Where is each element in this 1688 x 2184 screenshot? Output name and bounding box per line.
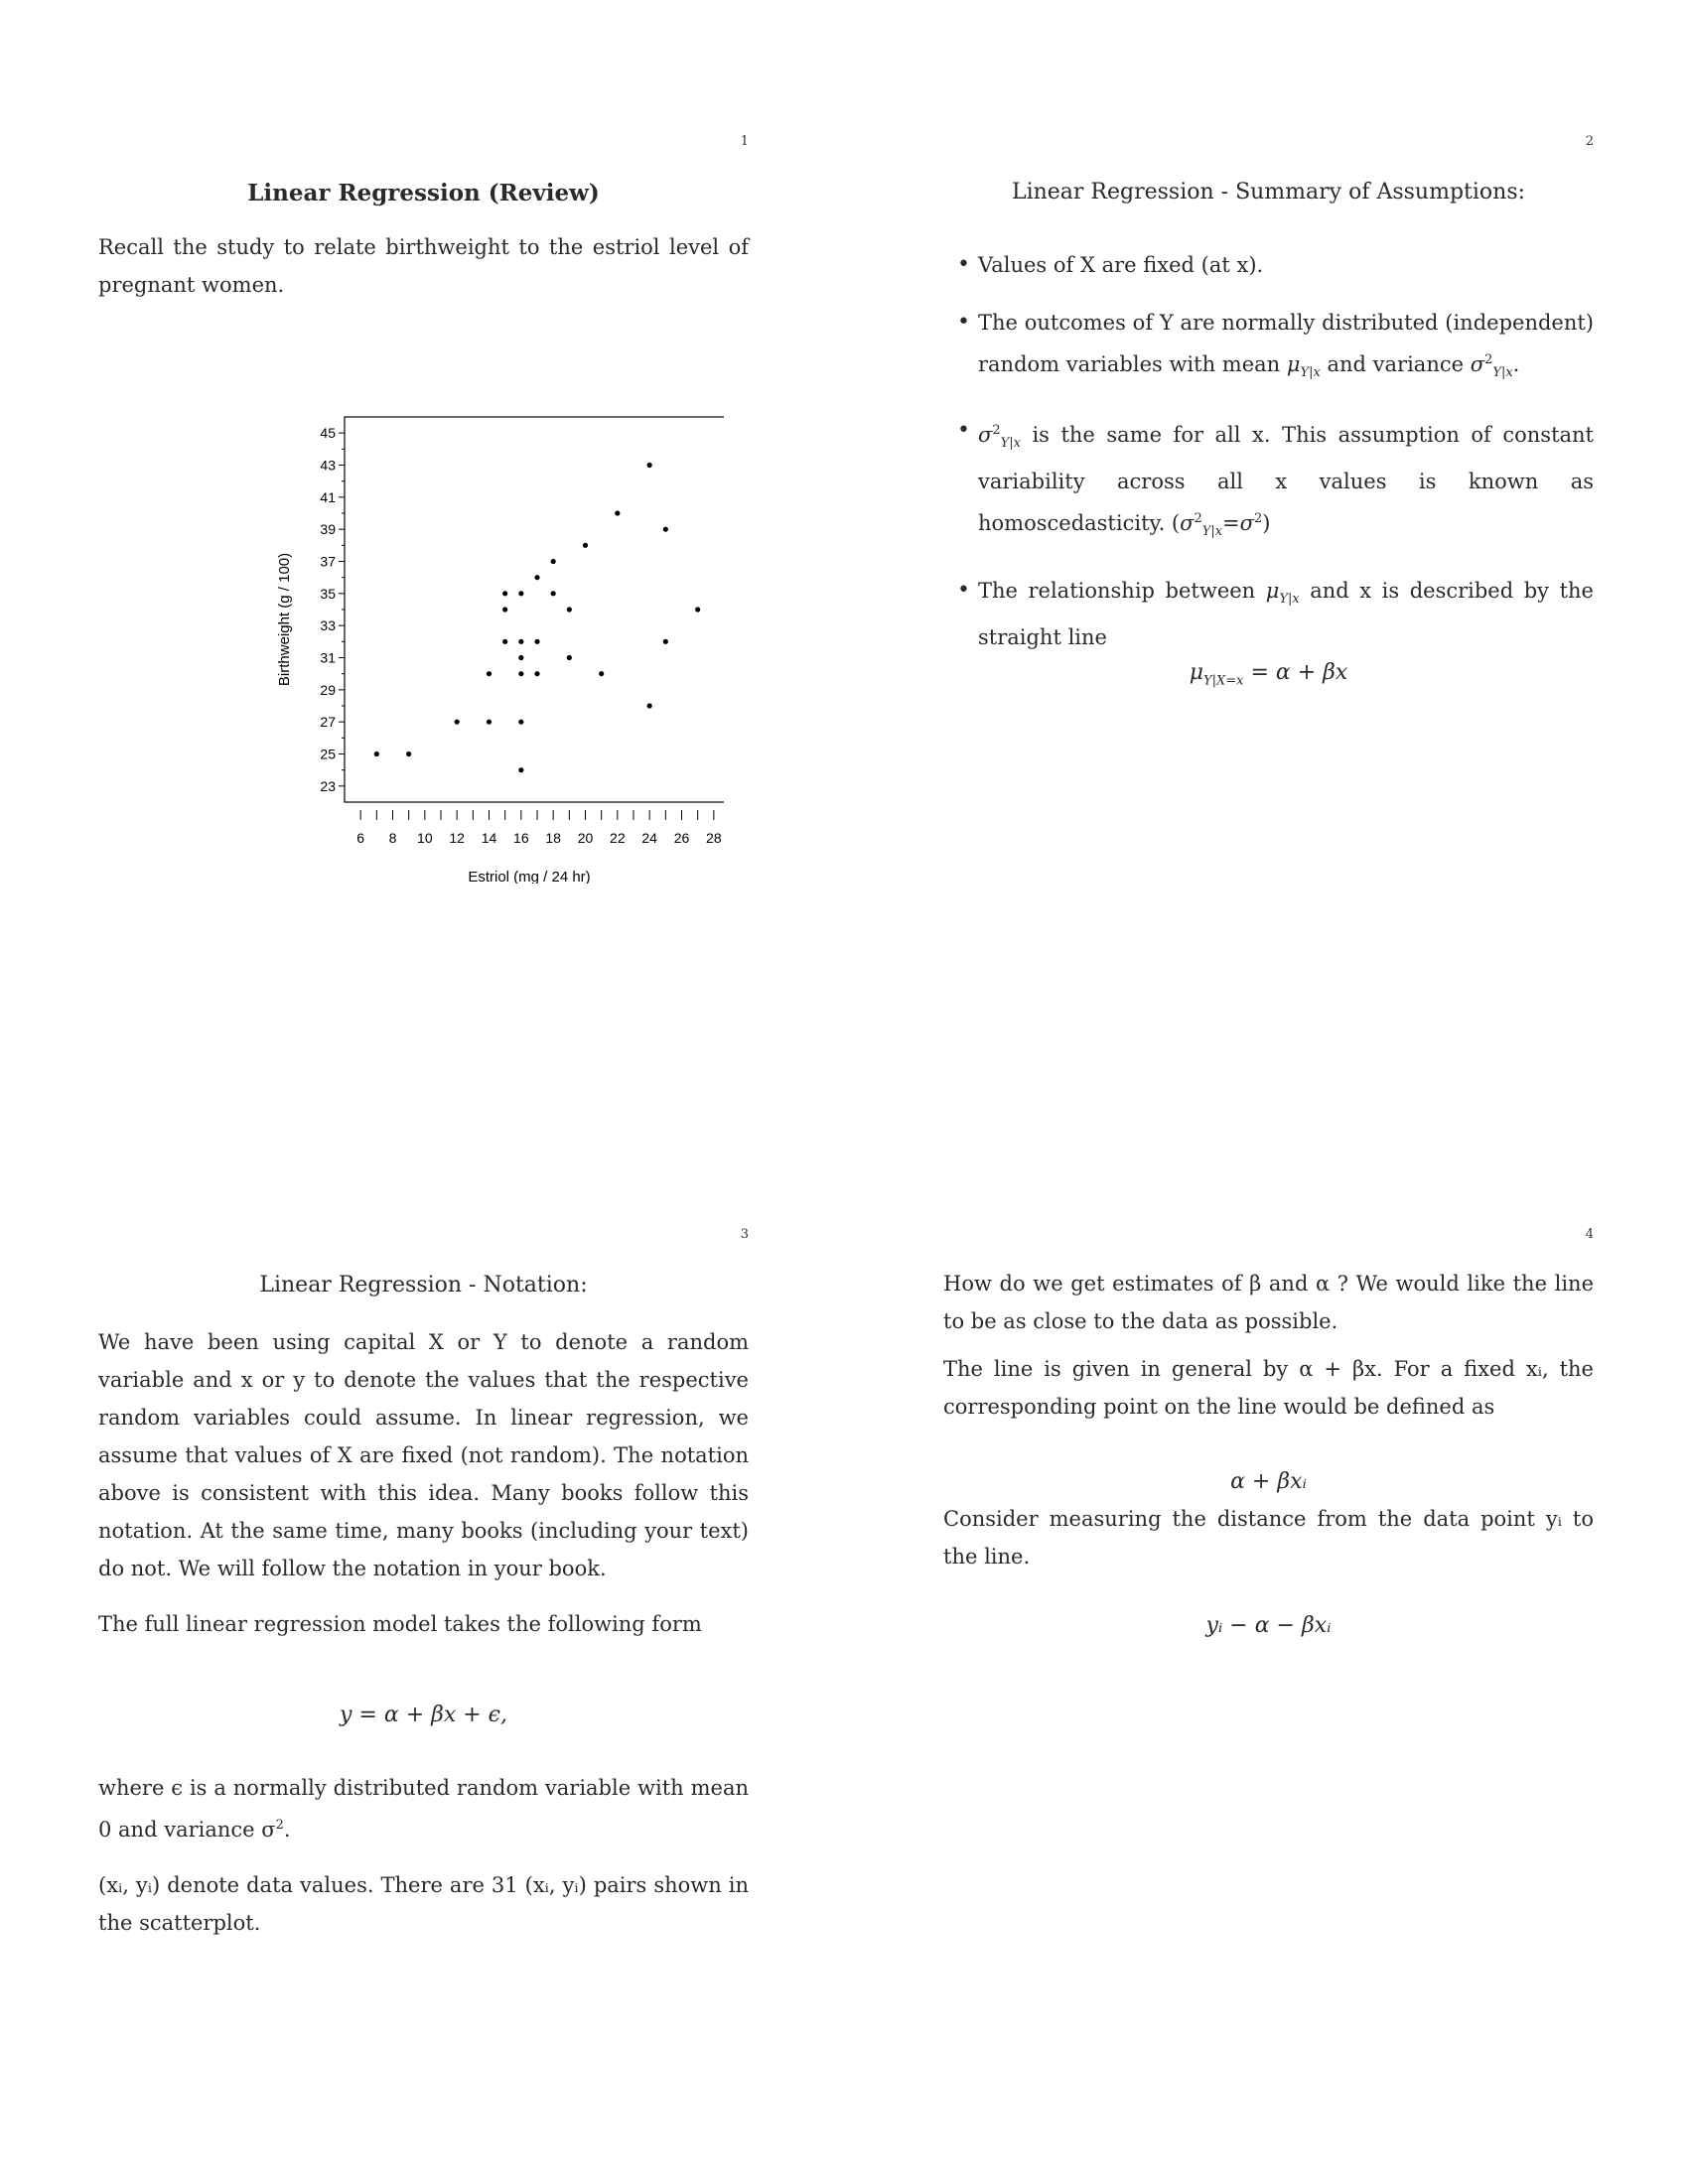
data-point (374, 751, 379, 756)
model-equation: y = α + βx + ϵ, (340, 1703, 507, 1727)
data-point (518, 767, 523, 772)
page-number: 2 (1585, 134, 1594, 149)
data-values-paragraph: (xᵢ, yᵢ) denote data values. There are 31 (xᵢ, yᵢ) pairs shown in the scatterplot. (98, 1873, 749, 1935)
data-point (647, 463, 652, 468)
data-point (518, 639, 523, 644)
assumption-item: • $\sigma^2_{Y|x}$ is the same for all x. This assumption of constant variability across all x values is known as homoscedasticity. $(\sigma^2_{Y|x}=\sigma^2)$ (943, 412, 1594, 551)
assumption-item: • The outcomes of Y are normally distributed (independent) random variables with mean $\mu_{Y|x}$ and variance $\sigma^2_{Y|x}$. (943, 304, 1594, 392)
x-tick-label: 28 (706, 830, 722, 846)
y-axis-label: Birthweight (g / 100) (276, 552, 293, 687)
data-point (518, 591, 523, 596)
data-point (455, 720, 460, 725)
page-number: 4 (1585, 1227, 1594, 1242)
y-tick-label: 23 (320, 777, 336, 794)
scatter-chart (168, 387, 724, 884)
data-point (599, 671, 604, 676)
data-point (502, 639, 507, 644)
model-intro-paragraph: The full linear regression model takes the following form (98, 1612, 702, 1636)
intro-paragraph: Recall the study to relate birthweight to the estriol level of pregnant women. (98, 235, 749, 297)
y-tick-label: 39 (320, 521, 336, 538)
data-point (518, 655, 523, 660)
y-tick-label: 33 (320, 617, 336, 634)
panel-title: Linear Regression (Review) (247, 180, 600, 206)
y-tick-label: 29 (320, 681, 336, 698)
x-tick-label: 22 (610, 830, 626, 846)
error-paragraph: where ϵ is a normally distributed random variable with mean 0 and variance $\sigma^2$. (98, 1776, 749, 1842)
y-tick-label: 27 (320, 714, 336, 731)
data-point (406, 751, 411, 756)
data-point (567, 607, 572, 612)
panel-title: Linear Regression - Summary of Assumptions: (1011, 180, 1526, 205)
data-point (567, 655, 572, 660)
data-point (534, 671, 539, 676)
assumption-list (943, 246, 1594, 656)
x-tick-label: 24 (641, 830, 657, 846)
data-point (551, 559, 556, 564)
plot-frame (345, 417, 724, 802)
panel-1 (98, 134, 749, 884)
data-point (502, 607, 507, 612)
page-number: 1 (740, 134, 749, 149)
assumption-item: • Values of X are fixed (at x). (943, 246, 1594, 284)
residual-equation: yᵢ − α − βxᵢ (1205, 1613, 1332, 1638)
panel-title: Linear Regression - Notation: (259, 1273, 588, 1297)
regression-line-equation: $\mu_{Y|X=x} = \alpha + \beta x$ (1189, 659, 1348, 689)
panel-3 (98, 1227, 749, 1942)
data-point (551, 591, 556, 596)
data-point (647, 703, 652, 708)
x-tick-label: 10 (417, 830, 433, 846)
data-point (502, 591, 507, 596)
fitted-point-equation: α + βxᵢ (1230, 1469, 1307, 1494)
data-point (534, 639, 539, 644)
data-point (583, 543, 588, 548)
estimates-paragraph: How do we get estimates of β and α ? We would like the line to be as close to the data as possible. (943, 1272, 1594, 1333)
y-tick-label: 35 (320, 585, 336, 602)
data-point (663, 527, 668, 532)
x-tick-label: 8 (388, 830, 397, 846)
assumption-item: • The relationship between $\mu_{Y|x}$ and x is described by the straight line (943, 572, 1594, 656)
distance-paragraph: Consider measuring the distance from the data point yᵢ to the line. (943, 1507, 1594, 1569)
x-axis-label: Estriol (mg / 24 hr) (468, 869, 591, 884)
panel-4 (943, 1227, 1594, 1638)
notation-paragraph: We have been using capital X or Y to denote a random variable and x or y to denote the values that the respective random variables could assume. In linear regression, we assume that values of X are fixed (not random). The notation above is consistent with this idea. Many books follow this notation. At the same time, many books (including your text) do not. We will follow the notation in your book. (98, 1330, 749, 1580)
data-point (518, 720, 523, 725)
y-tick-label: 25 (320, 746, 336, 762)
page-number: 3 (740, 1227, 749, 1242)
panel-2 (943, 134, 1594, 688)
x-tick-label: 12 (449, 830, 465, 846)
x-tick-label: 26 (673, 830, 690, 846)
y-tick-label: 45 (320, 425, 336, 442)
data-point (487, 720, 492, 725)
data-point (663, 639, 668, 644)
x-tick-label: 20 (577, 830, 594, 846)
data-point (615, 510, 620, 515)
y-tick-label: 41 (320, 488, 336, 505)
y-tick-label: 31 (320, 649, 336, 666)
data-point (518, 671, 523, 676)
line-paragraph: The line is given in general by α + βx. For a fixed xᵢ, the corresponding point on the line would be defined as (943, 1357, 1594, 1419)
x-tick-label: 16 (513, 830, 529, 846)
data-point (534, 575, 539, 580)
y-tick-label: 43 (320, 457, 336, 474)
data-point (487, 671, 492, 676)
x-tick-label: 14 (481, 830, 497, 846)
data-point (695, 607, 700, 612)
x-tick-label: 18 (545, 830, 561, 846)
y-tick-label: 37 (320, 553, 336, 570)
x-tick-label: 6 (356, 830, 365, 846)
